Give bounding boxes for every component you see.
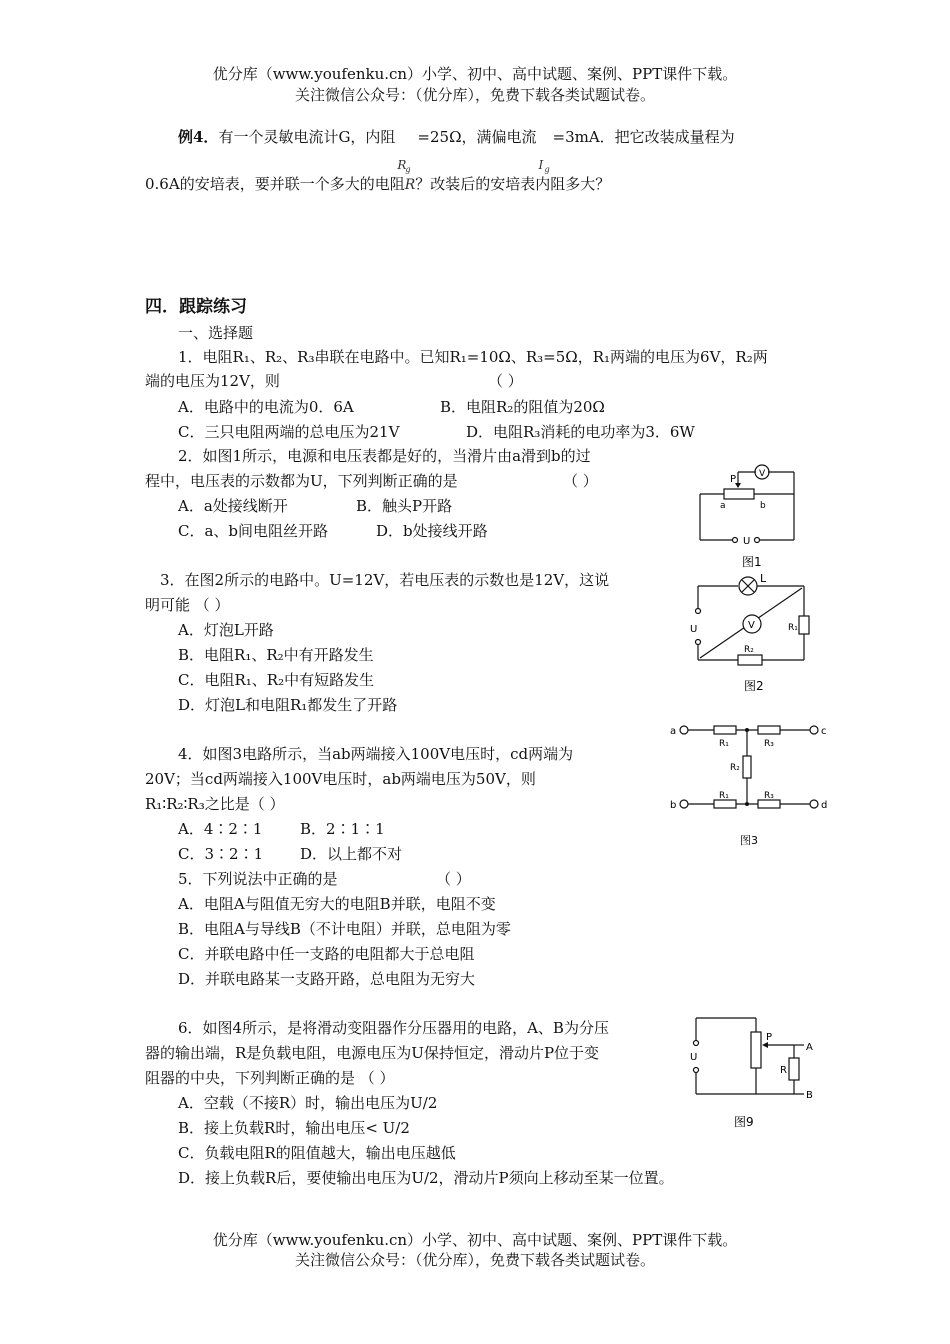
fig3-label-c: c	[821, 726, 827, 737]
ig-symbol: I	[538, 158, 544, 172]
q2-option-a: A．a处接线断开	[178, 497, 288, 515]
fig1-terminal-left	[733, 538, 738, 543]
ig-subscript: g	[544, 165, 550, 174]
fig4-caption: 图9	[734, 1115, 754, 1129]
q1-option-d: D．电阻R₃消耗的电功率为3．6W	[466, 423, 695, 441]
q3-line-2: 明可能 （ ）	[145, 596, 230, 614]
fig1-label-v: V	[759, 469, 766, 479]
q6-option-c: C．负载电阻R的阻值越大，输出电压越低	[178, 1144, 456, 1162]
q4-option-a: A．4∶2∶1	[178, 820, 263, 838]
fig3-terminal-c	[810, 726, 818, 734]
figure-2-circuit	[686, 572, 816, 697]
fig1-rheostat	[724, 489, 754, 499]
fig3-r1-top	[714, 726, 736, 734]
fig2-terminal-top	[696, 609, 701, 614]
q4-line-3: R₁∶R₂∶R₃之比是（ ）	[145, 795, 285, 813]
q5-paren: （ ）	[436, 870, 471, 888]
fig1-label-u: U	[743, 536, 751, 547]
fig3-label-r2: R₂	[730, 763, 740, 773]
figure-3-circuit	[664, 718, 830, 850]
q2-paren: （ ）	[563, 472, 598, 490]
q5-option-b: B．电阻A与导线B（不计电阻）并联，总电阻为零	[178, 920, 511, 938]
footer-line-2: 关注微信公众号：（优分库），免费下载各类试题试卷。	[294, 1251, 655, 1269]
fig2-caption: 图2	[744, 679, 764, 693]
fig4-load-r	[789, 1058, 799, 1080]
section-subtitle: 一、选择题	[178, 324, 254, 342]
q5-option-d: D．并联电路某一支路开路，总电阻为无穷大	[178, 970, 476, 988]
header-line-1: 优分库（www.youfenku.cn）小学、初中、高中试题、案例、PPT课件下载。	[212, 65, 738, 83]
q2-option-c: C．a、b间电阻丝开路	[178, 522, 329, 540]
q1-option-b: B．电阻R₂的阻值为20Ω	[440, 398, 605, 416]
q6-line-3: 阻器的中央，下列判断正确的是 （ ）	[145, 1069, 395, 1087]
fig3-label-r3-bottom: R₃	[764, 791, 774, 801]
fig4-rheostat	[751, 1032, 761, 1068]
section-title: 四．跟踪练习	[145, 297, 247, 317]
q4-line-2: 20V；当cd两端接入100V电压时，ab两端电压为50V，则	[145, 770, 536, 788]
footer-line-1: 优分库（www.youfenku.cn）小学、初中、高中试题、案例、PPT课件下载。	[212, 1231, 738, 1249]
q2-line-2: 程中，电压表的示数都为U，下列判断正确的是	[145, 472, 458, 490]
q2-line-1: 2．如图1所示，电源和电压表都是好的，当滑片由a滑到b的过	[178, 447, 591, 465]
fig3-r3-top	[758, 726, 780, 734]
fig1-caption: 图1	[742, 555, 762, 569]
figure-4-circuit	[686, 1010, 826, 1132]
r-symbol: R	[404, 177, 416, 193]
q1-option-a: A．电路中的电流为0．6A	[178, 398, 354, 416]
fig4-label-p: P	[766, 1032, 773, 1043]
q3-line-1: 3．在图2所示的电路中。U=12V，若电压表的示数也是12V，这说	[160, 571, 610, 589]
example-4-line-1	[178, 126, 735, 174]
q1-paren: （ ）	[488, 372, 523, 390]
fig3-caption: 图3	[740, 834, 758, 847]
q2-option-b: B．触头P开路	[356, 497, 453, 515]
header-line-2: 关注微信公众号：（优分库），免费下载各类试题试卷。	[294, 86, 655, 104]
q6-line-1: 6．如图4所示，是将滑动变阻器作分压器用的电路，A、B为分压	[178, 1019, 609, 1037]
fig2-label-l: L	[760, 572, 767, 585]
q6-option-b: B．接上负载R时，输出电压< U/2	[178, 1119, 410, 1137]
q6-option-d: D．接上负载R后，要使输出电压为U/2，滑动片P须向上移动至某一位置。	[178, 1169, 674, 1187]
q6-option-a: A．空载（不接R）时，输出电压为U/2	[178, 1094, 438, 1112]
fig3-r1-bottom	[714, 800, 736, 808]
q3-option-b: B．电阻R₁、R₂中有开路发生	[178, 646, 374, 664]
fig4-label-a: A	[806, 1042, 813, 1053]
q3-option-a: A．灯泡L开路	[178, 621, 274, 639]
fig3-r3-bottom	[758, 800, 780, 808]
fig2-label-r1: R₁	[788, 623, 798, 633]
example-text-1: 有一个灵敏电流计G，内阻	[218, 128, 396, 146]
q4-option-b: B．2∶1∶1	[300, 820, 385, 838]
fig2-terminal-bottom	[696, 640, 701, 645]
fig4-label-b: B	[806, 1090, 813, 1101]
fig3-r2	[743, 756, 751, 778]
q3-option-c: C．电阻R₁、R₂中有短路发生	[178, 671, 375, 689]
example-text-3: =3mA．把它改装成量程为	[552, 128, 735, 146]
fig3-label-d: d	[821, 800, 828, 811]
q5-line-1: 5．下列说法中正确的是	[178, 870, 338, 888]
q1-line-2: 端的电压为12V，则	[145, 372, 280, 390]
q2-option-d: D．b处接线开路	[376, 522, 488, 540]
fig3-terminal-b	[680, 800, 688, 808]
fig2-r1	[799, 616, 809, 634]
q4-line-1: 4．如图3电路所示，当ab两端接入100V电压时，cd两端为	[178, 745, 574, 763]
fig3-label-a: a	[670, 726, 677, 737]
q5-option-a: A．电阻A与阻值无穷大的电阻B并联，电阻不变	[178, 895, 496, 913]
fig2-label-u: U	[690, 624, 698, 635]
fig3-terminal-d	[810, 800, 818, 808]
q5-option-c: C．并联电路中任一支路的电阻都大于总电阻	[178, 945, 475, 963]
fig3-label-r1-bottom: R₁	[719, 791, 729, 801]
example-label: 例4．	[178, 128, 219, 146]
example-4-line-2	[145, 173, 610, 196]
fig4-terminal-top	[694, 1041, 699, 1046]
q4-option-d: D．以上都不对	[300, 845, 403, 863]
fig2-label-v: V	[748, 620, 755, 631]
example-text-4: 0.6A的安培表，要并联一个多大的电阻	[145, 175, 405, 193]
fig4-terminal-bottom	[694, 1068, 699, 1073]
q4-option-c: C．3∶2∶1	[178, 845, 264, 863]
example-text-5: ？改装后的安培表内阻多大？	[415, 175, 611, 193]
fig3-node-top	[745, 728, 749, 732]
rg-subscript: g	[405, 165, 411, 174]
figure-1-circuit	[690, 460, 810, 572]
rg-symbol: R	[397, 158, 407, 172]
q1-option-c: C．三只电阻两端的总电压为21V	[178, 423, 400, 441]
fig4-label-r: R	[780, 1065, 787, 1076]
q3-option-d: D．灯泡L和电阻R₁都发生了开路	[178, 696, 398, 714]
fig1-label-p: P	[730, 474, 737, 485]
fig3-label-r3-top: R₃	[764, 739, 774, 749]
fig3-terminal-a	[680, 726, 688, 734]
fig1-terminal-right	[755, 538, 760, 543]
fig3-node-bottom	[745, 802, 749, 806]
fig2-r2	[738, 655, 762, 665]
fig3-label-b: b	[670, 800, 677, 811]
fig3-label-r1-top: R₁	[719, 739, 729, 749]
q6-line-2: 器的输出端，R是负载电阻，电源电压为U保持恒定，滑动片P位于变	[145, 1044, 600, 1062]
fig4-label-u: U	[690, 1052, 698, 1063]
example-text-2: =25Ω，满偏电流	[417, 128, 537, 146]
fig2-label-r2: R₂	[744, 645, 754, 655]
q1-line-1: 1．电阻R₁、R₂、R₃串联在电路中。已知R₁=10Ω、R₃=5Ω，R₁两端的电压为6V，R₂两	[178, 348, 768, 366]
fig1-label-b: b	[760, 501, 766, 511]
fig1-label-a: a	[720, 501, 726, 511]
